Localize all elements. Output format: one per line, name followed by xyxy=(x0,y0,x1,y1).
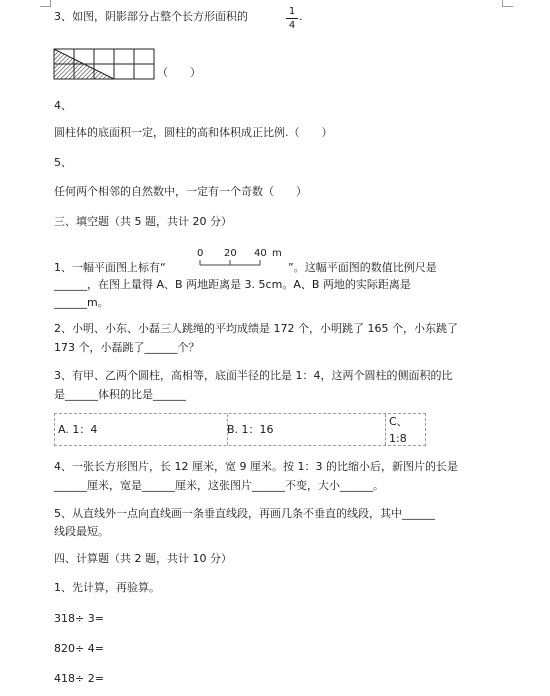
judge-question-5: 任何两个相邻的自然数中，一定有一个奇数（ ） xyxy=(54,185,307,198)
section-title-calculation: 四、计算题（共 2 题，共计 10 分） xyxy=(54,552,232,565)
fill-question-1-line2: ______，在图上量得 A、B 两地距离是 3. 5cm。A、B 两地的实际距离是 xyxy=(54,278,411,291)
fill-question-5-line1: 5、从直线外一点向直线画一条垂直线段，再画几条不垂直的线段，其中______ xyxy=(54,507,435,520)
fill-question-1-line3: ______m。 xyxy=(54,296,109,309)
judge-question-3-tail: . xyxy=(299,10,303,23)
judge-question-4: 圆柱体的底面积一定，圆柱的高和体积成正比例.（ ） xyxy=(54,126,333,139)
calc-item: 820÷ 4= xyxy=(54,642,104,655)
fraction-numerator: 1 xyxy=(288,6,296,17)
fill-question-5-line2: 线段最短。 xyxy=(54,525,109,538)
calc-item: 418÷ 2= xyxy=(54,672,104,685)
scale-tick-0: 0 xyxy=(197,248,204,259)
fill-question-3-line1: 3、有甲、乙两个圆柱，高相等，底面半径的比是 1：4，这两个圆柱的侧面积的比 xyxy=(54,369,453,382)
fill-question-1-line1-start: 1、一幅平面图上标有“ xyxy=(54,261,166,274)
options-table xyxy=(54,413,426,446)
page-corner-mark-left xyxy=(40,0,51,7)
fraction-one-quarter xyxy=(285,6,299,31)
option-c-value: 1:8 xyxy=(389,432,407,445)
option-a: A. 1：4 xyxy=(58,423,98,436)
section-title-fill-in: 三、填空题（共 5 题，共计 20 分） xyxy=(54,215,232,228)
shaded-rectangle-figure xyxy=(53,48,155,80)
scale-tick-40: 40 xyxy=(254,248,267,259)
page-corner-mark-right xyxy=(502,0,513,7)
judge-question-3: 3、如图，阴影部分占整个长方形面积的 xyxy=(54,10,248,23)
fill-question-4-line1: 4、一张长方形图片，长 12 厘米，宽 9 厘米。按 1：3 的比缩小后，新图片的长是 xyxy=(54,460,458,473)
scale-tick-20: 20 xyxy=(224,248,237,259)
fill-question-4-line2: ______厘米，宽是______厘米，这张图片______不变，大小______。 xyxy=(54,479,384,492)
fill-question-2-line1: 2、小明、小东、小磊三人跳绳的平均成绩是 172 个，小明跳了 165 个，小东跳了 xyxy=(54,322,458,335)
scale-unit: m xyxy=(272,248,282,259)
option-c-label: C、 xyxy=(389,415,408,428)
fill-question-2-line2: 173 个，小磊跳了______个？ xyxy=(54,341,200,354)
calc-question-1-title: 1、先计算，再验算。 xyxy=(54,581,160,594)
fill-question-1-line1-end: ”。这幅平面图的数值比例尺是 xyxy=(288,261,437,274)
scale-bar xyxy=(190,248,288,276)
fill-question-3-line2: 是______体积的比是______ xyxy=(54,388,186,401)
calc-item: 318÷ 3= xyxy=(54,612,104,625)
judge-question-4-number: 4、 xyxy=(54,99,72,112)
answer-bracket: （ ） xyxy=(157,66,201,79)
option-b: B. 1：16 xyxy=(227,423,274,436)
fraction-denominator: 4 xyxy=(288,20,296,31)
judge-question-5-number: 5、 xyxy=(54,156,72,169)
